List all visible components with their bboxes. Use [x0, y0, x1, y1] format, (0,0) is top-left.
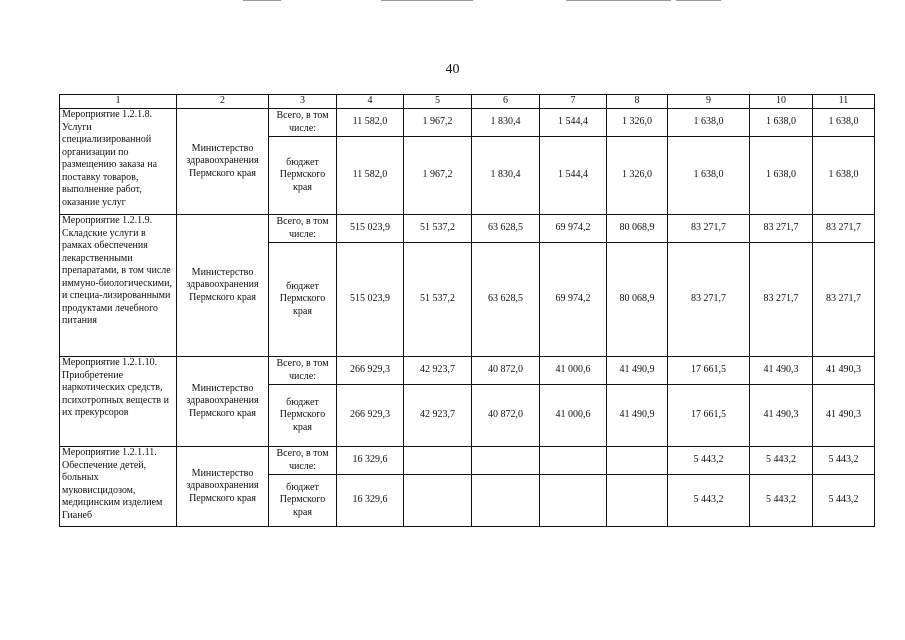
value-cell: 1 326,0	[607, 109, 668, 137]
value-cell	[404, 475, 472, 527]
column-number: 1	[60, 95, 177, 109]
value-cell: 80 068,9	[607, 215, 668, 243]
value-cell: 40 872,0	[472, 385, 540, 447]
value-cell: 41 490,3	[813, 357, 875, 385]
responsible-ministry: Министерство здравоохранения Пермского края	[177, 357, 269, 447]
value-cell: 5 443,2	[750, 447, 813, 475]
value-cell: 83 271,7	[750, 243, 813, 357]
column-number: 10	[750, 95, 813, 109]
value-cell: 83 271,7	[813, 243, 875, 357]
value-cell: 83 271,7	[668, 243, 750, 357]
value-cell: 41 490,9	[607, 357, 668, 385]
value-cell: 11 582,0	[337, 137, 404, 215]
value-cell	[607, 475, 668, 527]
value-cell: 41 490,9	[607, 385, 668, 447]
value-cell: 266 929,3	[337, 357, 404, 385]
column-number: 11	[813, 95, 875, 109]
table-body	[60, 95, 875, 527]
column-number: 3	[269, 95, 337, 109]
top-scan-line	[243, 0, 281, 1]
value-cell	[540, 475, 607, 527]
value-cell: 1 544,4	[540, 137, 607, 215]
value-cell	[404, 447, 472, 475]
value-cell: 16 329,6	[337, 475, 404, 527]
budget-table	[59, 94, 875, 527]
value-cell: 5 443,2	[750, 475, 813, 527]
funding-type-total: Всего, в том числе:	[269, 109, 337, 137]
column-number: 5	[404, 95, 472, 109]
value-cell: 5 443,2	[813, 447, 875, 475]
top-scan-line	[381, 0, 473, 1]
column-number: 7	[540, 95, 607, 109]
value-cell: 41 000,6	[540, 385, 607, 447]
event-description: Мероприятие 1.2.1.9. Складские услуги в рамках обеспечения лекарственными препаратами, в том числе иммуно-биологическими, и специа-лизированными продуктами лечебного питания	[60, 215, 177, 357]
value-cell: 41 490,3	[813, 385, 875, 447]
column-number: 2	[177, 95, 269, 109]
value-cell: 1 830,4	[472, 137, 540, 215]
funding-type-budget: бюджет Пермского края	[269, 475, 337, 527]
value-cell: 1 544,4	[540, 109, 607, 137]
value-cell: 1 638,0	[750, 109, 813, 137]
value-cell: 1 638,0	[813, 109, 875, 137]
value-cell: 83 271,7	[813, 215, 875, 243]
value-cell: 1 638,0	[668, 109, 750, 137]
value-cell: 5 443,2	[668, 475, 750, 527]
table-row	[60, 109, 875, 137]
value-cell: 69 974,2	[540, 243, 607, 357]
value-cell: 1 967,2	[404, 137, 472, 215]
value-cell: 1 326,0	[607, 137, 668, 215]
value-cell: 1 830,4	[472, 109, 540, 137]
value-cell: 42 923,7	[404, 357, 472, 385]
value-cell: 17 661,5	[668, 357, 750, 385]
value-cell: 1 638,0	[750, 137, 813, 215]
value-cell: 69 974,2	[540, 215, 607, 243]
value-cell: 515 023,9	[337, 215, 404, 243]
column-number: 8	[607, 95, 668, 109]
table-row	[60, 357, 875, 385]
value-cell: 16 329,6	[337, 447, 404, 475]
value-cell: 83 271,7	[668, 215, 750, 243]
column-number-row	[60, 95, 875, 109]
value-cell: 1 967,2	[404, 109, 472, 137]
table-row	[60, 447, 875, 475]
funding-type-budget: бюджет Пермского края	[269, 137, 337, 215]
value-cell: 1 638,0	[813, 137, 875, 215]
column-number: 6	[472, 95, 540, 109]
responsible-ministry: Министерство здравоохранения Пермского края	[177, 109, 269, 215]
value-cell: 41 490,3	[750, 357, 813, 385]
top-scan-line	[676, 0, 721, 1]
funding-type-total: Всего, в том числе:	[269, 447, 337, 475]
responsible-ministry: Министерство здравоохранения Пермского края	[177, 215, 269, 357]
value-cell	[540, 447, 607, 475]
page-number: 40	[445, 62, 460, 77]
value-cell: 11 582,0	[337, 109, 404, 137]
value-cell: 5 443,2	[813, 475, 875, 527]
table-row	[60, 215, 875, 243]
event-description: Мероприятие 1.2.1.10. Приобретение наркотических средств, психотропных веществ и их прекурсоров	[60, 357, 177, 447]
value-cell: 515 023,9	[337, 243, 404, 357]
funding-type-total: Всего, в том числе:	[269, 357, 337, 385]
value-cell: 266 929,3	[337, 385, 404, 447]
value-cell	[607, 447, 668, 475]
value-cell: 40 872,0	[472, 357, 540, 385]
value-cell: 63 628,5	[472, 215, 540, 243]
column-number: 4	[337, 95, 404, 109]
funding-type-budget: бюджет Пермского края	[269, 385, 337, 447]
funding-type-budget: бюджет Пермского края	[269, 243, 337, 357]
responsible-ministry: Министерство здравоохранения Пермского края	[177, 447, 269, 527]
value-cell: 83 271,7	[750, 215, 813, 243]
value-cell: 63 628,5	[472, 243, 540, 357]
event-description: Мероприятие 1.2.1.8. Услуги специализированной организации по размещению заказа на поставку товаров, выполнение работ, оказание услуг	[60, 109, 177, 215]
value-cell: 80 068,9	[607, 243, 668, 357]
value-cell: 42 923,7	[404, 385, 472, 447]
top-scan-line	[566, 0, 671, 1]
value-cell: 51 537,2	[404, 215, 472, 243]
value-cell: 51 537,2	[404, 243, 472, 357]
value-cell: 41 000,6	[540, 357, 607, 385]
column-number: 9	[668, 95, 750, 109]
value-cell: 5 443,2	[668, 447, 750, 475]
value-cell: 41 490,3	[750, 385, 813, 447]
value-cell: 17 661,5	[668, 385, 750, 447]
funding-type-total: Всего, в том числе:	[269, 215, 337, 243]
event-description: Мероприятие 1.2.1.11. Обеспечение детей, больных муковисцидозом, медицинским изделием Гианеб	[60, 447, 177, 527]
value-cell	[472, 447, 540, 475]
value-cell	[472, 475, 540, 527]
value-cell: 1 638,0	[668, 137, 750, 215]
